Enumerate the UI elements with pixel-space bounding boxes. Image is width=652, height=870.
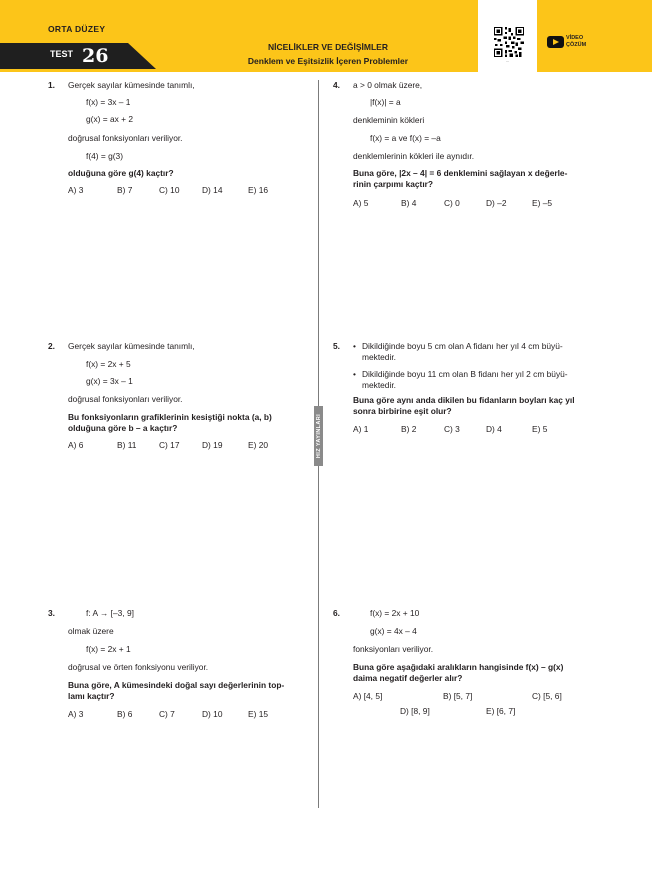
question-text: olmak üzere (68, 626, 114, 636)
question-prompt: lamı kaçtır? (68, 691, 115, 701)
formula: f: A → [–3, 9] (86, 608, 134, 618)
formula: f(x) = 2x + 5 (86, 359, 131, 369)
question-text: Gerçek sayılar kümesinde tanımlı, (68, 80, 195, 90)
option-d[interactable]: D) 4 (486, 424, 502, 434)
question-text: Dikildiğinde boyu 5 cm olan A fidanı her yıl 4 cm büyü- (362, 341, 563, 351)
question-prompt: Buna göre aynı anda dikilen bu fidanların boyları kaç yıl (353, 395, 575, 405)
test-number: 26 (82, 45, 109, 67)
option-a[interactable]: A) 3 (68, 709, 84, 719)
question-text: denkleminin kökleri (353, 115, 425, 125)
option-e[interactable]: E) 20 (248, 440, 269, 450)
option-d[interactable]: D) 19 (202, 440, 223, 450)
option-c[interactable]: C) 3 (444, 424, 460, 434)
option-b[interactable]: B) [5, 7] (443, 691, 473, 701)
option-b[interactable]: B) 7 (117, 185, 133, 195)
question-prompt: Bu fonksiyonların grafiklerinin kesiştiği nokta (a, b) (68, 412, 272, 422)
formula: g(x) = 3x – 1 (86, 376, 133, 386)
bullet-icon: • (353, 369, 356, 379)
option-e[interactable]: E) 16 (248, 185, 269, 195)
question-text: doğrusal fonksiyonları veriliyor. (68, 394, 183, 404)
question-prompt: rinin çarpımı kaçtır? (353, 179, 434, 189)
option-e[interactable]: E) [6, 7] (486, 706, 516, 716)
question-number: 6. (333, 608, 340, 618)
question-text: a > 0 olmak üzere, (353, 80, 423, 90)
question-text: doğrusal fonksiyonları veriliyor. (68, 133, 183, 143)
option-c[interactable]: C) [5, 6] (532, 691, 562, 701)
option-b[interactable]: B) 4 (401, 198, 417, 208)
formula: g(x) = 4x – 4 (370, 626, 417, 636)
question-number: 5. (333, 341, 340, 351)
question-text: mektedir. (362, 380, 396, 390)
question-text: Dikildiğinde boyu 11 cm olan B fidanı her yıl 2 cm büyü- (362, 369, 568, 379)
page-title: NİCELİKLER VE DEĞİŞİMLER (268, 42, 388, 52)
formula: f(4) = g(3) (86, 151, 124, 161)
qr-caption: ... (506, 59, 509, 63)
video-play-icon[interactable] (547, 36, 564, 48)
option-c[interactable]: C) 17 (159, 440, 180, 450)
option-a[interactable]: A) 1 (353, 424, 369, 434)
question-number: 4. (333, 80, 340, 90)
question-prompt: Buna göre, |2x – 4| = 6 denklemini sağlayan x değerle- (353, 168, 568, 178)
question-text: doğrusal ve örten fonksiyonu veriliyor. (68, 662, 209, 672)
test-label: TEST (50, 49, 74, 59)
question-text: Gerçek sayılar kümesinde tanımlı, (68, 341, 195, 351)
question-text: denklemlerinin kökleri ile aynıdır. (353, 151, 475, 161)
difficulty-level: ORTA DÜZEY (48, 24, 106, 34)
formula: g(x) = ax + 2 (86, 114, 134, 124)
video-solution-label[interactable]: VİDEO ÇÖZÜM (566, 35, 587, 48)
option-e[interactable]: E) 15 (248, 709, 269, 719)
formula: f(x) = 2x + 10 (370, 608, 420, 618)
question-prompt: olduğuna göre b – a kaçtır? (68, 423, 178, 433)
formula: |f(x)| = a (370, 97, 401, 107)
question-number: 3. (48, 608, 55, 618)
formula: f(x) = 2x + 1 (86, 644, 131, 654)
option-c[interactable]: C) 0 (444, 198, 460, 208)
option-d[interactable]: D) 10 (202, 709, 223, 719)
question-text: fonksiyonları veriliyor. (353, 644, 434, 654)
question-prompt: Buna göre, A kümesindeki doğal sayı değerlerinin top- (68, 680, 285, 690)
option-a[interactable]: A) [4, 5] (353, 691, 383, 701)
option-e[interactable]: E) –5 (532, 198, 553, 208)
question-prompt: Buna göre aşağıdaki aralıkların hangisinde f(x) – g(x) (353, 662, 564, 672)
option-c[interactable]: C) 7 (159, 709, 175, 719)
option-e[interactable]: E) 5 (532, 424, 548, 434)
option-d[interactable]: D) –2 (486, 198, 507, 208)
option-b[interactable]: B) 11 (117, 440, 137, 450)
qr-code-icon[interactable] (494, 27, 524, 57)
question-prompt: daima negatif değerler alır? (353, 673, 463, 683)
option-b[interactable]: B) 6 (117, 709, 133, 719)
publisher-side-label: HIZ YAYINLARI (316, 413, 322, 459)
question-number: 1. (48, 80, 55, 90)
page-subtitle: Denklem ve Eşitsizlik İçeren Problemler (247, 56, 409, 66)
question-number: 2. (48, 341, 55, 351)
option-a[interactable]: A) 3 (68, 185, 84, 195)
option-c[interactable]: C) 10 (159, 185, 180, 195)
formula: f(x) = 3x – 1 (86, 97, 131, 107)
option-d[interactable]: D) 14 (202, 185, 223, 195)
option-b[interactable]: B) 2 (401, 424, 417, 434)
formula: f(x) = a ve f(x) = –a (370, 133, 441, 143)
bullet-icon: • (353, 341, 356, 351)
option-a[interactable]: A) 5 (353, 198, 369, 208)
question-prompt: sonra birbirine eşit olur? (353, 406, 452, 416)
question-text: mektedir. (362, 352, 396, 362)
option-d[interactable]: D) [8, 9] (400, 706, 430, 716)
question-prompt: olduğuna göre g(4) kaçtır? (68, 168, 174, 178)
option-a[interactable]: A) 6 (68, 440, 84, 450)
